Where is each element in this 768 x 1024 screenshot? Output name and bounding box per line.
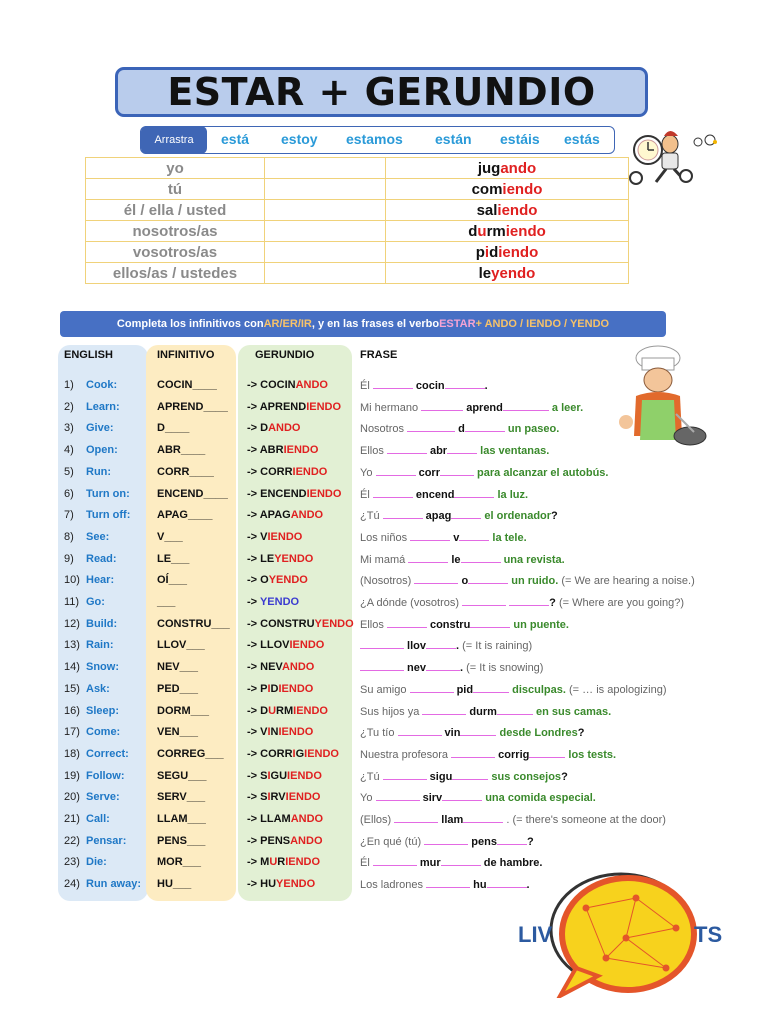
gerund-answer[interactable]: -> NEVANDO xyxy=(247,661,315,674)
gerund-answer[interactable]: -> OYENDO xyxy=(247,574,308,587)
english-word: Cook: xyxy=(86,379,118,391)
blank-input[interactable] xyxy=(398,726,442,736)
blank-input[interactable] xyxy=(424,835,468,845)
header-gerundio: GERUNDIO xyxy=(255,349,315,361)
row-number: 11) xyxy=(64,596,80,608)
exercise-row xyxy=(0,596,768,616)
gerund-answer[interactable]: -> PENSANDO xyxy=(247,834,323,847)
sentence: ¿Tú sigu sus consejos? xyxy=(360,770,568,783)
conjugation-table xyxy=(85,157,629,284)
blank-input[interactable] xyxy=(408,553,448,563)
infinitive-input[interactable]: ABR____ xyxy=(157,444,206,457)
drop-slot[interactable] xyxy=(265,158,386,179)
blank-input[interactable] xyxy=(447,444,477,454)
blank-input[interactable] xyxy=(451,748,495,758)
drop-slot[interactable] xyxy=(265,179,386,200)
english-word: Correct: xyxy=(86,747,129,760)
blank-input[interactable] xyxy=(454,488,494,498)
title-box xyxy=(115,67,648,117)
blank-input[interactable] xyxy=(441,856,481,866)
english-word: Open: xyxy=(86,444,118,457)
blank-input[interactable] xyxy=(497,835,527,845)
blank-input[interactable] xyxy=(426,878,470,888)
exercise-row xyxy=(0,553,768,573)
blank-input[interactable] xyxy=(360,639,404,649)
sentence: Yo corr para alcanzar el autobús. xyxy=(360,466,609,479)
blank-input[interactable] xyxy=(376,791,420,801)
gerund-answer[interactable]: -> CORRIENDO xyxy=(247,465,328,478)
sentence: Mi mamá le una revista. xyxy=(360,553,565,566)
row-number: 6) xyxy=(64,487,74,500)
blank-input[interactable] xyxy=(373,488,413,498)
english-word: Rain: xyxy=(86,639,114,652)
english-word: Sleep: xyxy=(86,704,120,717)
gerund-answer[interactable]: -> ENCENDIENDO xyxy=(247,487,342,500)
row-number: 22) xyxy=(64,834,80,847)
english-word: Build: xyxy=(86,617,118,630)
exercise-row xyxy=(0,639,768,659)
english-word: Hear: xyxy=(86,574,115,587)
row-number: 4) xyxy=(64,444,74,457)
blank-input[interactable] xyxy=(451,509,481,519)
blank-input[interactable] xyxy=(387,618,427,628)
drop-slot[interactable] xyxy=(265,263,386,284)
sentence: Ellos constru un puente. xyxy=(360,618,569,631)
sentence: Ellos abr las ventanas. xyxy=(360,445,550,458)
blank-input[interactable] xyxy=(410,531,450,541)
sentence: Mi hermano aprend a leer. xyxy=(360,401,584,414)
blank-input[interactable] xyxy=(468,574,508,584)
gerund-answer[interactable]: -> SIGUIENDO xyxy=(247,769,322,782)
table-row xyxy=(86,263,629,284)
gerund-cell: saliendo xyxy=(386,200,629,221)
english-word: Run: xyxy=(86,465,112,478)
blank-input[interactable] xyxy=(463,813,503,823)
english-word: Pensar: xyxy=(86,834,127,847)
blank-input[interactable] xyxy=(509,596,549,606)
row-number: 10) xyxy=(64,574,80,587)
exercise-row xyxy=(0,466,768,486)
running-clock-icon xyxy=(626,124,722,194)
sentence: ¿Tu tío vin desde Londres? xyxy=(360,727,585,740)
gerund-cell: jugando xyxy=(386,158,629,179)
pronoun-cell: ellos/as / ustedes xyxy=(86,263,265,284)
english-word: See: xyxy=(86,530,110,543)
gerund-answer[interactable]: -> HUYENDO xyxy=(247,878,316,891)
blank-input[interactable] xyxy=(460,726,496,736)
infinitive-input[interactable]: HU___ xyxy=(157,878,192,891)
sentence: Él encend la luz. xyxy=(360,488,529,501)
word-chip[interactable]: estoy xyxy=(281,131,318,147)
blank-input[interactable] xyxy=(376,466,416,476)
gerund-answer[interactable]: -> SIRVIENDO xyxy=(247,791,321,804)
sentence: llov . (= It is raining) xyxy=(360,639,532,652)
blank-input[interactable] xyxy=(422,705,466,715)
english-word: Run away: xyxy=(86,878,142,891)
exercise-row xyxy=(0,835,768,855)
logo-text-right: TS xyxy=(694,922,723,947)
sentence: ¿En qué (tú) pens ? xyxy=(360,835,534,848)
gerund-answer[interactable]: -> VIENDO xyxy=(247,530,303,543)
exercise-row xyxy=(0,726,768,746)
row-number: 16) xyxy=(64,704,80,717)
word-chip[interactable]: estamos xyxy=(346,131,403,147)
infinitive-input[interactable]: SERV___ xyxy=(157,791,206,804)
drop-slot[interactable] xyxy=(265,200,386,221)
row-number: 3) xyxy=(64,422,74,435)
row-number: 1) xyxy=(64,379,74,391)
blank-input[interactable] xyxy=(503,401,549,411)
infinitive-input[interactable]: ENCEND____ xyxy=(157,487,228,500)
sentence: Su amigo pid disculpas. (= … is apologizing) xyxy=(360,683,667,696)
gerund-answer[interactable]: -> CONSTRUYENDO xyxy=(247,617,354,630)
header-frase: FRASE xyxy=(360,349,398,361)
infinitive-input[interactable]: MOR___ xyxy=(157,856,202,869)
blank-input[interactable] xyxy=(387,444,427,454)
english-word: Serve: xyxy=(86,791,120,804)
infinitive-input[interactable]: CORREG___ xyxy=(157,747,224,760)
pronoun-cell: tú xyxy=(86,179,265,200)
row-number: 19) xyxy=(64,769,80,782)
gerund-cell: durmiendo xyxy=(386,221,629,242)
pronoun-cell: yo xyxy=(86,158,265,179)
english-word: Ask: xyxy=(86,682,110,695)
english-word: Follow: xyxy=(86,769,125,782)
infinitive-input[interactable]: DORM___ xyxy=(157,704,209,717)
row-number: 21) xyxy=(64,813,80,825)
infinitive-input[interactable]: LE___ xyxy=(157,552,190,565)
row-number: 18) xyxy=(64,747,80,760)
blank-input[interactable] xyxy=(462,596,506,606)
blank-input[interactable] xyxy=(360,661,404,671)
english-word: Read: xyxy=(86,552,117,565)
row-number: 2) xyxy=(64,400,74,413)
exercise-row xyxy=(0,574,768,594)
row-number: 17) xyxy=(64,726,80,739)
blank-input[interactable] xyxy=(383,770,427,780)
blank-input[interactable] xyxy=(383,509,423,519)
infinitive-input[interactable]: V___ xyxy=(157,530,183,543)
exercise-row xyxy=(0,488,768,508)
row-number: 12) xyxy=(64,617,80,630)
exercise-row xyxy=(0,509,768,529)
row-number: 15) xyxy=(64,682,80,695)
exercise-row xyxy=(0,531,768,551)
chef-icon xyxy=(606,344,716,454)
header-infinitivo: INFINITIVO xyxy=(157,349,215,361)
blank-input[interactable] xyxy=(497,705,533,715)
gerund-answer[interactable]: -> ABRIENDO xyxy=(247,444,319,457)
blank-input[interactable] xyxy=(410,683,454,693)
gerund-answer[interactable]: -> LEYENDO xyxy=(247,552,314,565)
english-word: Turn on: xyxy=(86,487,130,500)
gerund-answer[interactable]: -> VINIENDO xyxy=(247,726,314,739)
english-word: Go: xyxy=(86,596,105,608)
exercise-row xyxy=(0,813,768,833)
infinitive-input[interactable]: COCIN____ xyxy=(157,379,217,391)
gerund-answer[interactable]: -> APRENDIENDO xyxy=(247,400,342,413)
row-number: 14) xyxy=(64,661,80,674)
english-word: Die: xyxy=(86,856,107,869)
blank-input[interactable] xyxy=(426,661,460,671)
infinitive-input[interactable]: LLOV___ xyxy=(157,639,205,652)
sentence: Los ladrones hu . xyxy=(360,879,530,892)
blank-input[interactable] xyxy=(407,422,455,432)
row-number: 24) xyxy=(64,878,80,891)
row-number: 20) xyxy=(64,791,80,804)
infinitive-input[interactable]: APAG____ xyxy=(157,509,213,522)
blank-input[interactable] xyxy=(529,748,565,758)
gerund-cell: leyendo xyxy=(386,263,629,284)
blank-input[interactable] xyxy=(470,618,510,628)
pronoun-cell: él / ella / usted xyxy=(86,200,265,221)
exercise-row xyxy=(0,770,768,790)
row-number: 9) xyxy=(64,552,74,565)
drop-slot[interactable] xyxy=(265,242,386,263)
sentence: Yo sirv una comida especial. xyxy=(360,792,596,805)
blank-input[interactable] xyxy=(465,422,505,432)
blank-input[interactable] xyxy=(421,401,463,411)
english-word: Come: xyxy=(86,726,121,739)
gerund-answer[interactable]: -> DURMIENDO xyxy=(247,704,328,717)
word-chip[interactable]: están xyxy=(435,131,472,147)
drag-button[interactable]: Arrastra xyxy=(141,126,207,154)
gerund-answer[interactable]: -> LLAMANDO xyxy=(247,813,324,825)
exercise-row xyxy=(0,683,768,703)
gerund-cell: comiendo xyxy=(386,179,629,200)
row-number: 7) xyxy=(64,509,74,522)
exercise-row xyxy=(0,618,768,638)
infinitive-input[interactable]: PED___ xyxy=(157,682,198,695)
sentence: ¿A dónde (vosotros) ? (= Where are you going?) xyxy=(360,597,685,609)
page-title: ESTAR + GERUNDIO xyxy=(167,70,596,114)
infinitive-input[interactable]: SEGU___ xyxy=(157,769,207,782)
english-word: Learn: xyxy=(86,400,120,413)
drop-slot[interactable] xyxy=(265,221,386,242)
infinitive-input[interactable]: OÍ___ xyxy=(157,574,187,587)
blank-input[interactable] xyxy=(473,683,509,693)
sentence: Sus hijos ya durm en sus camas. xyxy=(360,705,612,718)
table-row xyxy=(86,221,629,242)
sentence: (Nosotros) o un ruido. (= We are hearing a noise.) xyxy=(360,575,695,588)
blank-input[interactable] xyxy=(414,574,458,584)
sentence: Él cocin . xyxy=(360,380,488,392)
english-word: Give: xyxy=(86,422,114,435)
infinitive-input[interactable]: ___ xyxy=(157,596,176,608)
pronoun-cell: vosotros/as xyxy=(86,242,265,263)
word-chip[interactable]: está xyxy=(221,131,250,147)
sentence: (Ellos) llam . (= there's someone at the door) xyxy=(360,814,666,826)
row-number: 23) xyxy=(64,856,80,869)
blank-input[interactable] xyxy=(452,770,488,780)
gerund-answer[interactable]: -> APAGANDO xyxy=(247,509,324,522)
sentence: Él mur de hambre. xyxy=(360,857,543,870)
logo-text-left: LIV xyxy=(518,922,553,947)
infinitive-input[interactable]: LLAM___ xyxy=(157,813,206,825)
liveworksheets-logo xyxy=(516,868,726,998)
word-chip[interactable]: estáis xyxy=(500,131,540,147)
infinitive-input[interactable]: NEV___ xyxy=(157,661,198,674)
header-english: ENGLISH xyxy=(64,349,113,361)
english-word: Turn off: xyxy=(86,509,131,522)
english-word: Snow: xyxy=(86,661,119,674)
gerund-answer[interactable]: -> DANDO xyxy=(247,422,301,435)
instruction-banner: Completa los infinitivos con AR/ER/IR , y en las frases el verbo ESTAR + ANDO / IENDO / YENDO xyxy=(60,311,666,337)
blank-input[interactable] xyxy=(442,791,482,801)
infinitive-input[interactable]: VEN___ xyxy=(157,726,198,739)
sentence: Los niños v la tele. xyxy=(360,531,527,544)
gerund-answer[interactable]: -> CORRIGIENDO xyxy=(247,747,339,760)
exercise-row xyxy=(0,705,768,725)
table-row xyxy=(86,200,629,221)
exercise-row xyxy=(0,748,768,768)
pronoun-cell: nosotros/as xyxy=(86,221,265,242)
infinitive-input[interactable]: D____ xyxy=(157,422,190,435)
gerund-cell: pidiendo xyxy=(386,242,629,263)
infinitive-input[interactable]: APREND____ xyxy=(157,400,228,413)
blank-input[interactable] xyxy=(459,531,489,541)
infinitive-input[interactable]: PENS___ xyxy=(157,834,206,847)
gerund-answer[interactable]: -> LLOVIENDO xyxy=(247,639,325,652)
blank-input[interactable] xyxy=(426,639,456,649)
gerund-answer[interactable]: -> PIDIENDO xyxy=(247,682,314,695)
infinitive-input[interactable]: CORR____ xyxy=(157,465,214,478)
blank-input[interactable] xyxy=(461,553,501,563)
word-chip[interactable]: estás xyxy=(564,131,600,147)
blank-input[interactable] xyxy=(394,813,438,823)
infinitive-input[interactable]: CONSTRU___ xyxy=(157,617,230,630)
blank-input[interactable] xyxy=(445,379,485,389)
sentence: Nosotros d un paseo. xyxy=(360,423,560,436)
blank-input[interactable] xyxy=(440,466,474,476)
gerund-answer[interactable]: -> MURIENDO xyxy=(247,856,321,869)
blank-input[interactable] xyxy=(373,379,413,389)
row-number: 5) xyxy=(64,465,74,478)
table-row xyxy=(86,242,629,263)
exercise-row xyxy=(0,661,768,681)
table-row xyxy=(86,179,629,200)
sentence: Nuestra profesora corrig los tests. xyxy=(360,748,617,761)
exercise-row xyxy=(0,791,768,811)
word-bank xyxy=(140,126,615,154)
english-word: Call: xyxy=(86,813,110,825)
gerund-answer[interactable]: -> COCINANDO xyxy=(247,379,328,391)
gerund-answer[interactable]: -> YENDO xyxy=(247,596,300,608)
table-row xyxy=(86,158,629,179)
blank-input[interactable] xyxy=(373,856,417,866)
row-number: 8) xyxy=(64,530,74,543)
sentence: nev . (= It is snowing) xyxy=(360,661,543,674)
row-number: 13) xyxy=(64,639,80,652)
sentence: ¿Tú apag el ordenador? xyxy=(360,510,558,523)
